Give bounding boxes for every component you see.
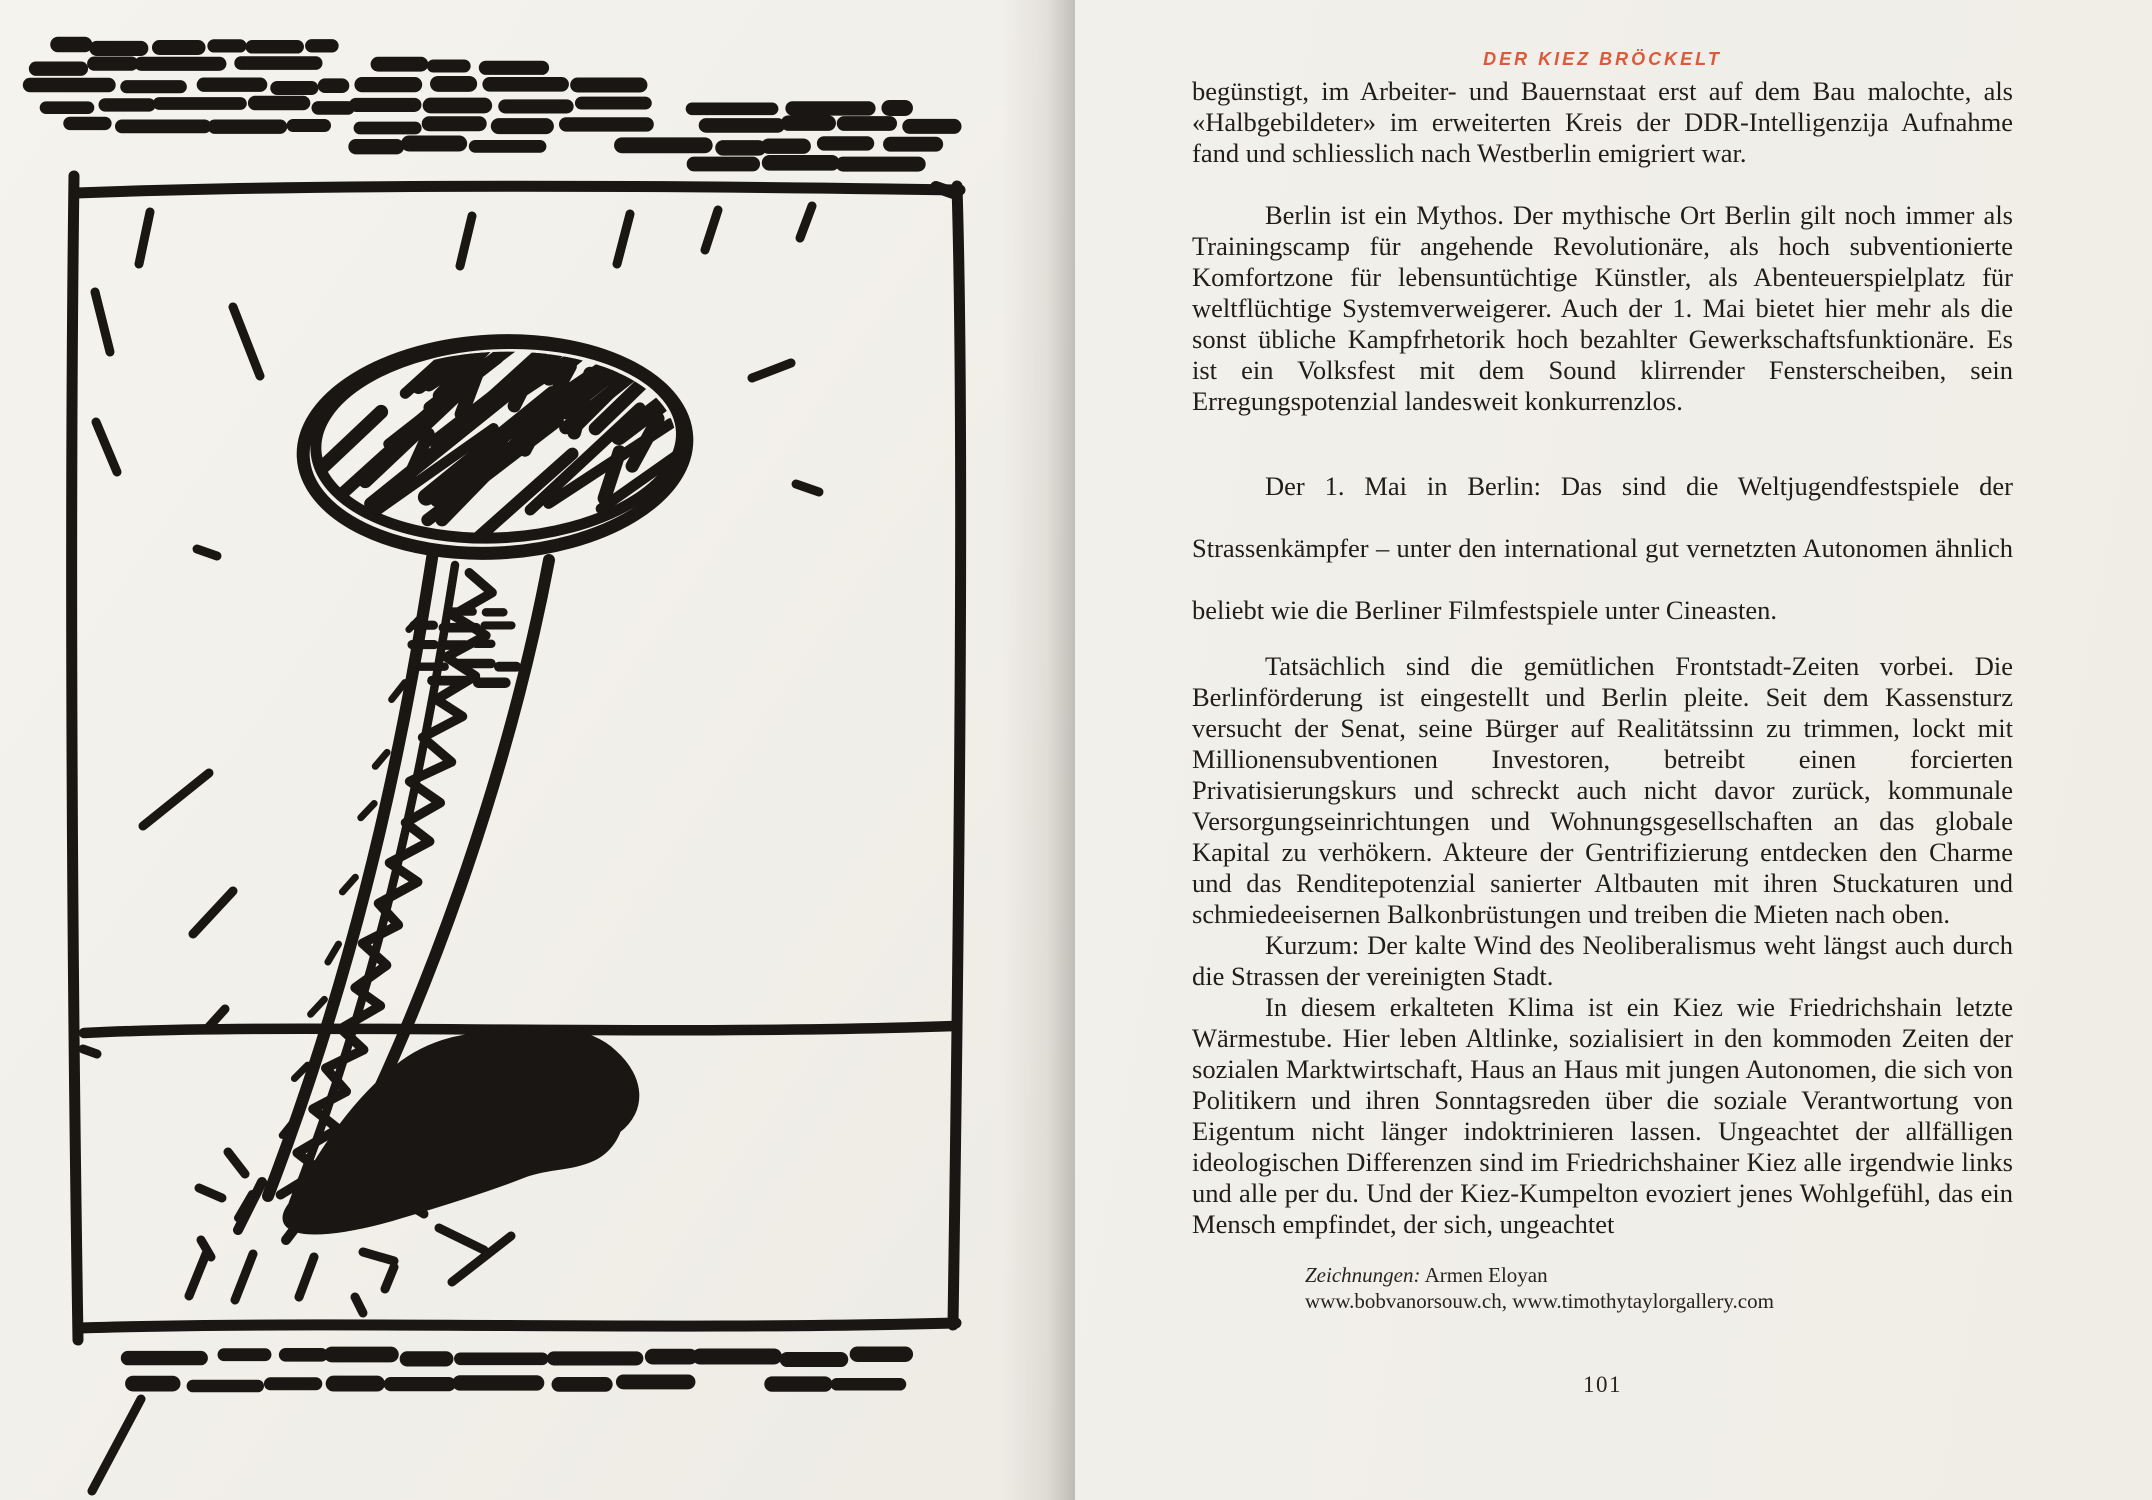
running-head: DER KIEZ BRÖCKELT — [1483, 49, 1722, 69]
credit-line — [1305, 1262, 2005, 1314]
credit-artist-row — [1305, 1262, 2005, 1288]
ink-drawing-nail — [0, 0, 1075, 1500]
body-text — [1192, 76, 2013, 1240]
right-page — [1075, 0, 2152, 1500]
credit-artist: Armen Eloyan — [1420, 1263, 1548, 1287]
page-number: 101 — [1583, 1372, 1622, 1397]
body-paragraph: In diesem erkalteten Klima ist ein Kiez wie Friedrichshain letzte Wärmestube. Hier leben Altlinke, sozialisiert in den kommoden Zeiten der sozialen Marktwirtschaft, Haus an Haus mit jungen Autonomen, die sich von Politikern und ihren Sonntagsreden über die soziale Verantwortung von Eigentum nicht länger indoktrinieren lassen. Ungeachtet der allfälligen ideologischen Differenzen sind im Friedrichshainer Kiez alle irgendwie links und alle per du. Und der Kiez-Kumpelton evoziert jenes Wohlgefühl, das ein Mensch empfindet, der sich, ungeachtet — [1192, 992, 2013, 1239]
body-paragraph: Der 1. Mai in Berlin: Das sind die Weltjugendfestspiele der Strassenkämpfer – unter den international gut vernetzten Autonomen ähnlich beliebt wie die Berliner Filmfestspiele unter Cineasten. — [1192, 471, 2013, 625]
credit-label: Zeichnungen: — [1305, 1263, 1421, 1287]
body-paragraph: Kurzum: Der kalte Wind des Neoliberalismus weht längst auch durch die Strassen der vereinigten Stadt. — [1192, 930, 2013, 991]
body-paragraph: Tatsächlich sind die gemütlichen Frontstadt-Zeiten vorbei. Die Berlinförderung ist eingestellt und Berlin pleite. Seit dem Kassensturz versucht der Senat, seine Bürger auf Realitätssinn zu trimmen, lockt mit Millionensubventionen Investoren, betreibt einen forcierten Privatisierungskurs und schreckt auch nicht davor zurück, kommunale Versorgungseinrichtungen und Wohnungsgesellschaften an das globale Kapital zu verhökern. Akteure der Gentrifizierung entdecken den Charme und das Renditepotenzial sanierter Altbauten mit ihren Stuckaturen und schmiedeeisernen Balkonbrüstungen und treiben die Mieten nach oben. — [1192, 651, 2013, 929]
credit-urls: www.bobvanorsouw.ch, www.timothytaylorgallery.com — [1305, 1289, 1774, 1313]
left-page — [0, 0, 1075, 1500]
body-paragraph: begünstigt, im Arbeiter- und Bauernstaat erst auf dem Bau malochte, als «Halbgebildeter» im erweiterten Kreis der DDR-Intelligenzija Aufnahme fand und schliesslich nach Westberlin emigriert war. — [1192, 76, 2013, 168]
body-paragraph: Berlin ist ein Mythos. Der mythische Ort Berlin gilt noch immer als Trainingscamp für angehende Revolutionäre, als hoch subventionierte Komfortzone für lebensuntüchtige Künstler, als Abenteuerspielplatz für weltflüchtige Systemverweigerer. Auch der 1. Mai bietet hier mehr als die sonst übliche Kampfrhetorik hoch bezahlter Gewerkschaftsfunktionäre. Es ist ein Volksfest mit dem Sound klirrender Fensterscheiben, sein Erregungspotenzial landesweit konkurrenzlos. — [1192, 200, 2013, 416]
